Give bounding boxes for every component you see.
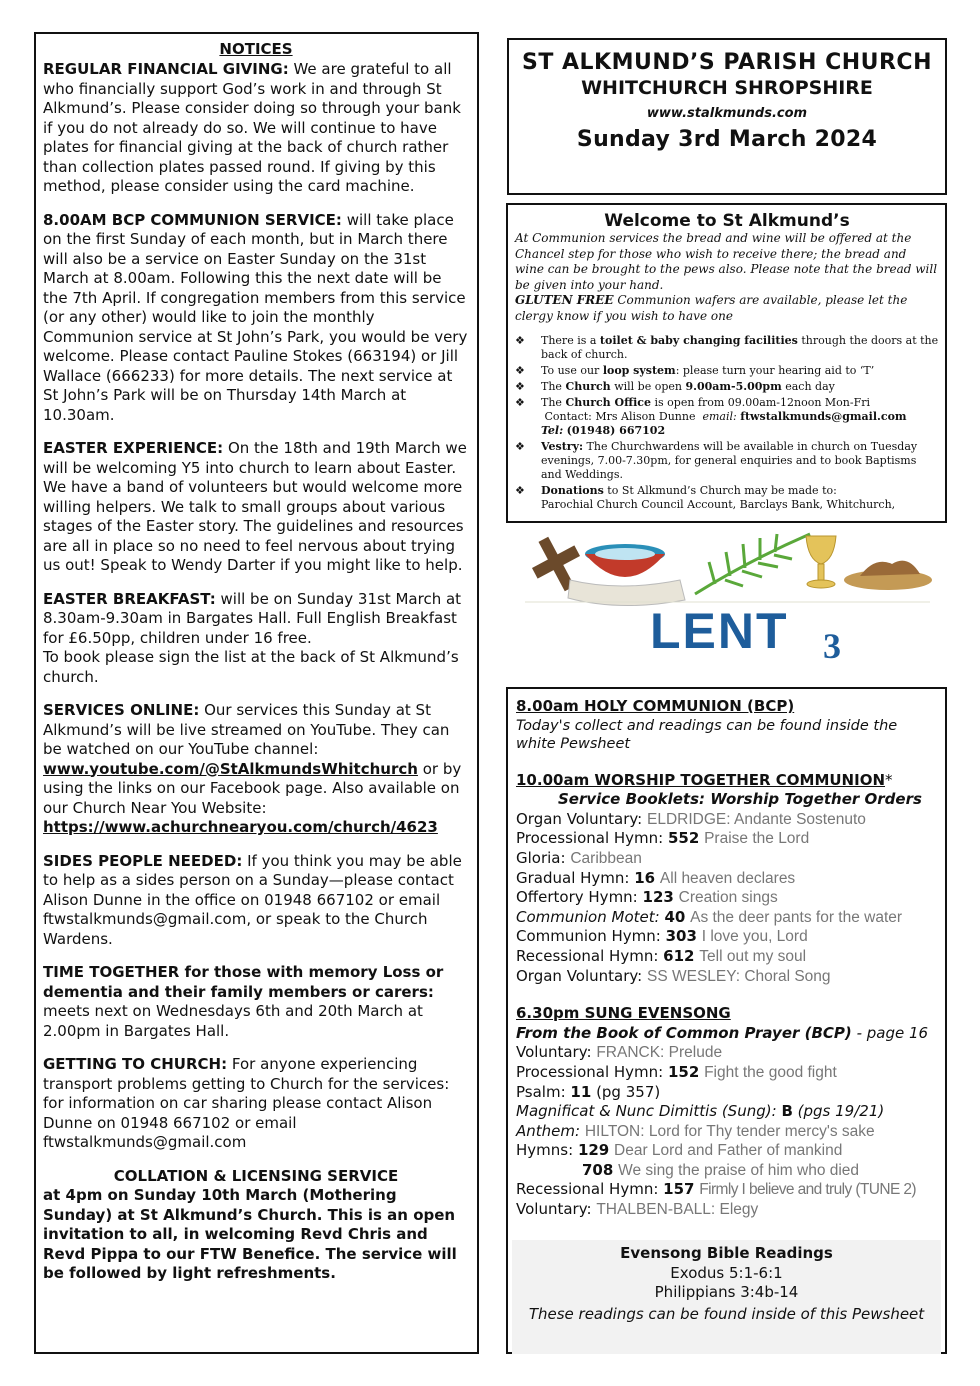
notice-financial-giving: REGULAR FINANCIAL GIVING: We are grateful to all who financially support God’s work in and through St Alkmund’s. Please consider doing so through your bank if you do not already do so. We will continue to have plates for financial giving at the back of church rather than collection plates passed round. If giving by this method, please consider using the card machine. — [43, 60, 461, 195]
notice-getting-to-church: GETTING TO CHURCH: For anyone experiencing transport problems getting to Church for the services: for information on car sharing please contact Alison Dunne on 01948 667102 or email ftwstalkmunds@gmail.com — [43, 1055, 450, 1151]
list-item: Gradual Hymn: 16 All heaven declares — [516, 868, 796, 887]
list-item: Organ Voluntary: ELDRIDGE: Andante Sostenuto — [516, 809, 866, 828]
list-item: Voluntary: THALBEN-BALL: Elegy — [516, 1200, 759, 1219]
bowl-icon — [585, 544, 665, 577]
list-item: Recessional Hymn: 612 Tell out my soul — [516, 946, 807, 965]
service-title-worship-together: 10.00am WORSHIP TOGETHER COMMUNION — [516, 770, 886, 789]
welcome-info-list — [515, 334, 939, 512]
diamond-bullet-icon: ❖ — [515, 440, 525, 453]
church-location: WHITCHURCH SHROPSHIRE — [581, 77, 873, 99]
list-item: Organ Voluntary: SS WESLEY: Choral Song — [516, 966, 831, 985]
readings-title: Evensong Bible Readings — [620, 1244, 833, 1262]
diamond-bullet-icon: ❖ — [515, 334, 525, 347]
welcome-intro: At Communion services the bread and wine will be offered at the Chancel step for those who wish to receive there; the bread and wine can be brought to the pews also. Please note that the bread will be given into your hand. — [515, 231, 938, 292]
list-item: Recessional Hymn: 157 Firmly I believe and truly (TUNE 2) — [516, 1180, 916, 1199]
youtube-link[interactable]: www.youtube.com/@StAlkmundsWhitchurch — [43, 759, 418, 778]
notice-bcp-communion: 8.00AM BCP COMMUNION SERVICE: will take place on the first Sunday of each month, but in March there will also be a service on Easter Sunday on the 31st March at 8.00am. Following this the next date will be the 7th April. If congregation members from this service (or any other) would like to join the monthly Communion service at St John’s Park, you would be very welcome. Please contact Pauline Stokes (663194) or Jill Wallace (666233) for more details. The next service at St John’s Park will be on Thursday 14th March at 10.30am. — [43, 210, 468, 424]
list-item: Psalm: 11 (pg 357) — [516, 1082, 661, 1101]
chalice-icon — [806, 536, 836, 588]
welcome-title: Welcome to St Alkmund’s — [604, 211, 850, 231]
evensong-source: From the Book of Common Prayer (BCP) - page 16 — [516, 1023, 929, 1042]
diamond-bullet-icon: ❖ — [515, 396, 525, 409]
list-item: Hymns: 129 Dear Lord and Father of mankind — [516, 1141, 843, 1160]
notice-easter-experience: EASTER EXPERIENCE: On the 18th and 19th March we will be welcoming Y5 into church to learn about Easter. We have a band of volunteers but would welcome more willing helpers. We talk to small groups about various stages of the Easter story. The guidelines and resources are all in place so no need to feel nervous about trying us out! Speak to Wendy Darter if you might like to help. — [43, 439, 467, 574]
notice-services-online: SERVICES ONLINE: Our services this Sunday at St Alkmund’s will be live streamed on YouTube. They can be watched on our YouTube channel: www.youtube.com/@StAlkmundsWhitchurch or by using the links on our Facebook page. Also available on our Church Near You Website: https://www.achurchnearyou.com/church/4623 — [43, 701, 462, 836]
reading-2: Philippians 3:4b-14 — [654, 1283, 799, 1301]
service-booklets: Service Booklets: Worship Together Orders — [558, 790, 922, 809]
readings-note: These readings can be found inside of this Pewsheet — [528, 1304, 925, 1323]
bread-plate-icon — [844, 561, 932, 590]
gluten-free-note: GLUTEN FREE Communion wafers are available, please let the clergy know if you wish to have one — [515, 293, 908, 323]
service-date: Sunday 3rd March 2024 — [576, 127, 878, 152]
list-item: Anthem: HILTON: Lord for Thy tender mercy's sake — [516, 1121, 875, 1140]
list-item: Processional Hymn: 552 Praise the Lord — [516, 829, 810, 848]
list-item: ❖ Vestry: The Churchwardens will be available in church on Tuesday evenings, 7.00-7.30pm, for general enquiries and to book Baptisms and Weddings. — [515, 440, 918, 481]
list-item: ❖ The Church will be open 9.00am-5.00pm each day — [515, 380, 835, 393]
welcome-panel — [506, 203, 947, 523]
list-item: Communion Motet: 40 As the deer pants for the water — [516, 907, 903, 926]
service-note: Today's collect and readings can be found inside the white Pewsheet — [516, 717, 898, 752]
palm-leaf-icon — [695, 534, 810, 594]
church-name: ST ALKMUND’S PARISH CHURCH — [522, 50, 932, 75]
service-title-holy-communion: 8.00am HOLY COMMUNION (BCP) — [516, 697, 795, 715]
list-item: ❖ Donations to St Alkmund’s Church may be made to: Parochial Church Council Account, Barclays Bank, Whitchurch, — [515, 484, 896, 511]
list-item: 708 We sing the praise of him who died — [582, 1160, 860, 1179]
services-panel: 8.00am HOLY COMMUNION (BCP) Today's collect and readings can be found inside the white Pewsheet 10.00am WORSHIP TOGETHER COMMUNION* Service Booklets: Worship Together Orders Organ Voluntary: ELDRIDGE: Andante Sostenuto Processional Hymn: 552 Praise the Lord Gloria: Caribbean Gradual Hymn: 16 All heaven declares Offertory Hymn: 123 Creation sings Communion Motet: 40 As the deer pants for the water Communion Hymn: 303 I love you, Lord Recessional Hymn: 612 Tell out my soul Organ Voluntary: SS WESLEY: Choral Song 6.30pm SUNG EVENSONG From the Book of Common Prayer (BCP) - page 16 Voluntary: FRANCK: Prelude Processional Hymn: 152 Fight the good fight Psalm: 11 (pg 357) Magnificat & Nunc Dimittis (Sung): B (pgs 19/21) Anthem: HILTON: Lord for Thy tender mercy's sake Hymns: 129 Dear Lord and Father of mankind 708 We sing the praise of him who died Recessional Hymn: 157 Firmly I believe and truly (TUNE 2) Voluntary: THALBEN-BALL: Elegy Evensong Bible Readings Exodus 5:1-6:1 Philippians 3:4b-14 These readings can be found inside of this Pewsheet — [506, 687, 947, 1354]
notice-easter-breakfast: EASTER BREAKFAST: will be on Sunday 31st March at 8.30am-9.30am in Bargates Hall. Full English Breakfast for £6.50pp, children under 16 free. To book please sign the list at the back of St Alkmund’s church. — [43, 589, 462, 686]
church-website[interactable]: www.stalkmunds.com — [646, 106, 808, 121]
church-header — [507, 38, 947, 195]
list-item: Offertory Hymn: 123 Creation sings — [516, 888, 778, 907]
list-item: Processional Hymn: 152 Fight the good fight — [516, 1062, 837, 1081]
church-near-you-link[interactable]: https://www.achurchnearyou.com/church/4623 — [43, 818, 438, 836]
notice-sides-people: SIDES PEOPLE NEEDED: If you think you may be able to help as a sides person on a Sunday—please contact Alison Dunne in the office on 01948 667102 or email ftwstalkmunds@gmail.com, or speak to the Church Wardens. — [43, 851, 462, 948]
notice-time-together: TIME TOGETHER for those with memory Loss or dementia and their family members or carers: meets next on Wednesdays 6th and 20th March at 2.00pm in Bargates Hall. — [43, 963, 444, 1040]
service-title-evensong: 6.30pm SUNG EVENSONG — [516, 1004, 731, 1023]
list-item: Gloria: Caribbean — [516, 848, 642, 867]
list-item: Communion Hymn: 303 I love you, Lord — [516, 927, 808, 946]
diamond-bullet-icon: ❖ — [515, 380, 525, 393]
notice-collation-service: COLLATION & LICENSING SERVICE at 4pm on Sunday 10th March (Mothering Sunday) at St Alkmund’s Church. This is an open invitation to all, in welcoming Revd Chris and Revd Pippa to our FTW Benefice. The service will be followed by light refreshments. — [43, 1166, 457, 1282]
list-item: ❖ To use our loop system: please turn your hearing aid to ‘T’ — [515, 364, 875, 377]
diamond-bullet-icon: ❖ — [515, 364, 525, 377]
reading-1: Exodus 5:1-6:1 — [670, 1263, 783, 1282]
list-item: Magnificat & Nunc Dimittis (Sung): B (pgs 19/21) — [516, 1102, 885, 1121]
notices-panel — [34, 32, 479, 1354]
evensong-readings — [512, 1240, 941, 1354]
diamond-bullet-icon: ❖ — [515, 484, 525, 497]
lent-word: LENT — [650, 603, 789, 659]
lent-number: 3 — [823, 626, 841, 666]
notices-title: NOTICES — [219, 40, 293, 58]
lent-illustration — [510, 530, 940, 670]
lent-graphic — [510, 530, 940, 670]
list-item: ❖ The Church Office is open from 09.00am-12noon Mon-Fri Contact: Mrs Alison Dunne email: ftwstalkmunds@gmail.com Tel: (01948) 667102 — [515, 396, 907, 437]
list-item: ❖ There is a toilet & baby changing facilities through the doors at the back of church. — [515, 334, 939, 361]
list-item: Voluntary: FRANCK: Prelude — [516, 1043, 723, 1062]
